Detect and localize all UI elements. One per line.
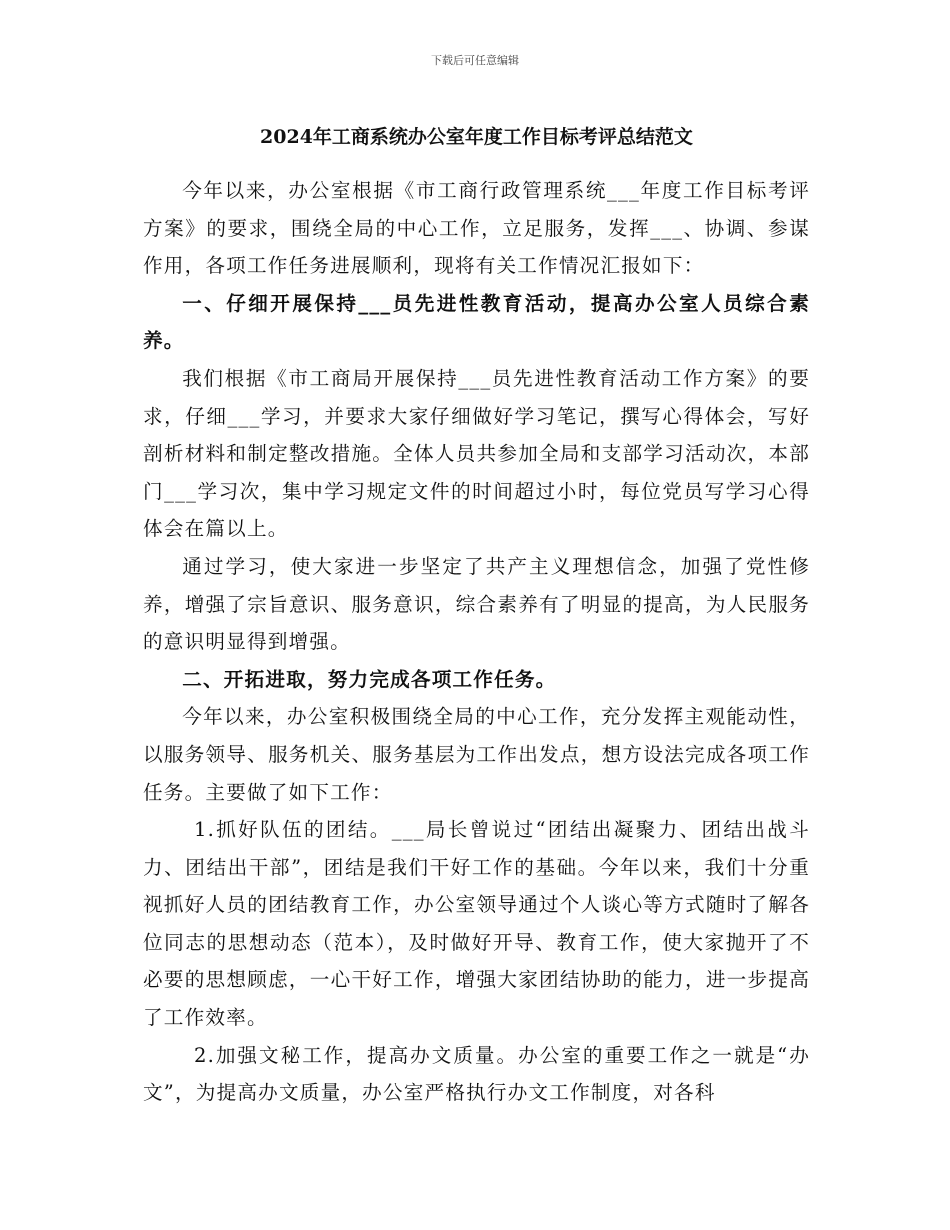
body-paragraph: 今年以来，办公室积极围绕全局的中心工作，充分发挥主观能动性，以服务领导、服务机关、服务基层为工作出发点，想方设法完成各项工作任务。主要做了如下工作：	[143, 705, 810, 804]
document-title: 2024年工商系统办公室年度工作目标考评总结范文	[260, 126, 693, 148]
list-item-2: 2.加强文秘工作，提高办文质量。办公室的重要工作之一就是“办文”，为提高办文质量，办公室严格执行办文工作制度，对各科	[143, 1043, 810, 1105]
section-heading-1: 一、仔细开展保持___员先进性教育活动，提高办公室人员综合素养。	[143, 291, 810, 353]
intro-paragraph: 今年以来，办公室根据《市工商行政管理系统___年度工作目标考评方案》的要求，围绕全局的中心工作，立足服务，发挥___、协调、参谋作用，各项工作任务进展顺利，现将有关工作情况汇报如下：	[143, 179, 810, 278]
document-body	[143, 120, 810, 1112]
download-note: 下载后可任意编辑	[431, 54, 519, 67]
list-item-1: 1.抓好队伍的团结。___局长曾说过“团结出凝聚力、团结出战斗力、团结出干部”，团结是我们干好工作的基础。今年以来，我们十分重视抓好人员的团结教育工作，办公室领导通过个人谈心等方式随时了解各位同志的思想动态（范本），及时做好开导、教育工作，使大家抛开了不必要的思想顾虑，一心干好工作，增强大家团结协助的能力，进一步提高了工作效率。	[143, 818, 810, 1030]
body-paragraph: 通过学习，使大家进一步坚定了共产主义理想信念，加强了党性修养，增强了宗旨意识、服务意识，综合素养有了明显的提高，为人民服务的意识明显得到增强。	[143, 554, 810, 654]
body-paragraph: 我们根据《市工商局开展保持___员先进性教育活动工作方案》的要求，仔细___学习，并要求大家仔细做好学习笔记，撰写心得体会，写好剖析材料和制定整改措施。全体人员共参加全局和支部学习活动次，本部门___学习次，集中学习规定文件的时间超过小时，每位党员写学习心得体会在篇以上。	[143, 366, 810, 541]
section-heading-2: 二、开拓进取，努力完成各项工作任务。	[182, 667, 557, 691]
